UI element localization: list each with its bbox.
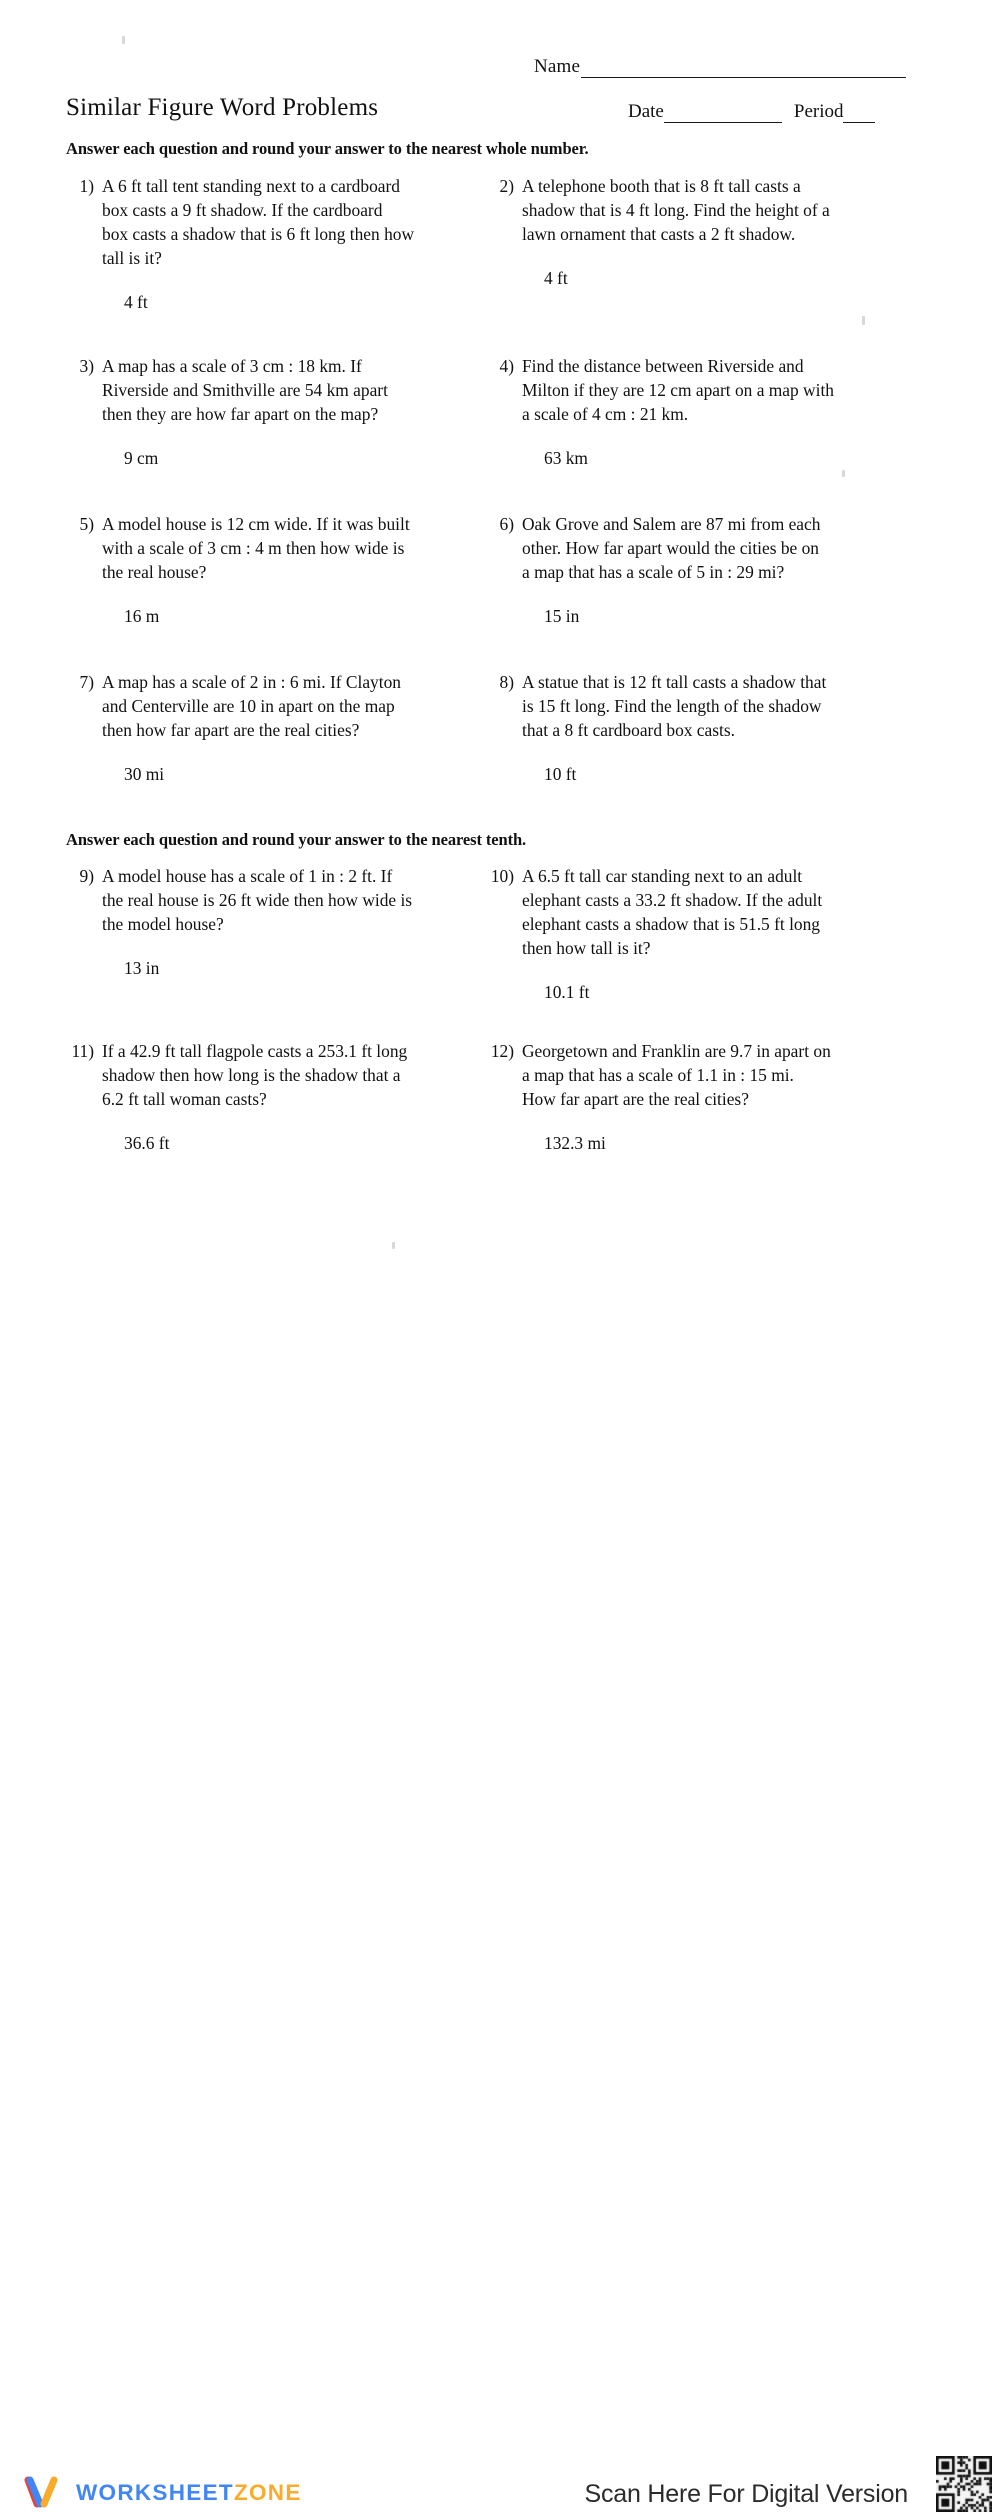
problem-text-line: elephant casts a shadow that is 51.5 ft long [522,914,820,935]
problem-body [102,1039,460,1155]
problem-text-line: Milton if they are 12 cm apart on a map with [522,380,834,401]
problem-answer: 36.6 ft [124,1133,170,1154]
problem-text-line: then how far apart are the real cities? [102,720,360,741]
problem-text-line: with a scale of 3 cm : 4 m then how wide is [102,538,405,559]
scan-speckle [122,36,125,44]
problem-body [522,512,880,628]
logo-w-mark-icon [24,2476,66,2510]
problem-body [522,670,880,786]
problem-item [480,354,880,470]
problem-text-line: that a 8 ft cardboard box casts. [522,720,735,741]
problem-text-line: box casts a shadow that is 6 ft long then how [102,224,415,245]
name-label: Name [534,56,581,77]
problem-body [102,864,460,980]
problem-number: 10) [490,866,514,886]
problem-text-line: other. How far apart would the cities be on [522,538,819,559]
problem-text-line: A telephone booth that is 8 ft tall casts a [522,176,801,196]
problem-item [480,670,880,786]
problem-number: 8) [499,672,514,692]
problem-text-line: a map that has a scale of 5 in : 29 mi? [522,562,785,583]
problem-body [522,1039,880,1155]
name-input-line[interactable] [581,64,906,78]
page-title: Similar Figure Word Problems [66,94,379,121]
date-label: Date [628,101,664,122]
period-input-line[interactable] [843,109,875,123]
date-input-line[interactable] [664,109,782,123]
problem-answer: 10.1 ft [544,982,590,1003]
problem-body [522,864,880,1004]
problem-text-line: A map has a scale of 2 in : 6 mi. If Clayton [102,672,401,692]
date-period-field-row [628,101,908,123]
problem-text-line: How far apart are the real cities? [522,1089,749,1110]
page-footer [0,1224,1000,2508]
problem-answer: 63 km [544,448,588,469]
problem-text-line: 6.2 ft tall woman casts? [102,1089,267,1110]
section-heading-tenth: Answer each question and round your answer to the nearest tenth. [66,830,527,849]
scan-prompt-text: Scan Here For Digital Version [584,2480,908,2508]
problem-text-line: A statue that is 12 ft tall casts a shadow that [522,672,827,692]
worksheet-zone-logo[interactable] [24,2476,302,2510]
qr-code-icon[interactable] [936,2456,992,2512]
problem-number: 2) [499,176,514,196]
problem-text-line: Georgetown and Franklin are 9.7 in apart on [522,1041,831,1061]
scan-speckle [842,470,845,477]
problem-answer: 16 m [124,606,160,627]
problem-body [102,354,460,470]
period-label: Period [793,101,844,122]
problem-text-line: A 6 ft tall tent standing next to a cardboard [102,176,400,196]
problem-item [480,864,880,1004]
problem-body [102,670,460,786]
problem-answer: 13 in [124,958,160,979]
name-field-row [534,56,906,78]
problem-text-line: A map has a scale of 3 cm : 18 km. If [102,356,362,376]
problem-text-line: then how tall is it? [522,938,651,959]
scan-speckle [862,316,865,325]
problem-number: 12) [490,1041,514,1061]
logo-word-worksheet: WORKSHEET [76,2480,234,2505]
problem-item [480,512,880,628]
problem-text-line: then they are how far apart on the map? [102,404,379,425]
problem-text-line: box casts a 9 ft shadow. If the cardboard [102,200,383,221]
problem-number: 1) [79,176,94,196]
logo-word-zone: ZONE [233,2480,302,2505]
problem-text-line: A 6.5 ft tall car standing next to an adult [522,866,803,886]
logo-wordmark [76,2480,302,2506]
problem-number: 6) [499,514,514,534]
problem-number: 5) [79,514,94,534]
problem-item [60,174,460,314]
problem-text-line: lawn ornament that casts a 2 ft shadow. [522,224,796,245]
problem-text-line: tall is it? [102,248,162,269]
problem-answer: 15 in [544,606,580,627]
problem-item [60,670,460,786]
problem-body [522,354,880,470]
problem-text-line: the model house? [102,914,224,935]
problem-number: 3) [79,356,94,376]
problem-item [480,1039,880,1155]
problem-body [102,174,460,314]
problem-text-line: and Centerville are 10 in apart on the map [102,696,395,717]
problem-number: 4) [499,356,514,376]
problem-text-line: the real house is 26 ft wide then how wide is [102,890,413,911]
problem-item [60,512,460,628]
problem-answer: 4 ft [544,268,568,289]
problem-text-line: Find the distance between Riverside and [522,356,804,376]
problem-body [102,512,460,628]
problem-answer: 30 mi [124,764,165,785]
problem-answer: 10 ft [544,764,577,785]
problem-text-line: the real house? [102,562,207,583]
problem-text-line: shadow then how long is the shadow that a [102,1065,401,1086]
problem-answer: 9 cm [124,448,159,469]
problem-text-line: Riverside and Smithville are 54 km apart [102,380,388,401]
problem-text-line: elephant casts a 33.2 ft shadow. If the adult [522,890,823,911]
problem-item [60,864,460,980]
problem-text-line: a scale of 4 cm : 21 km. [522,404,689,425]
problem-item [60,1039,460,1155]
section-heading-whole-number: Answer each question and round your answer to the nearest whole number. [66,139,589,158]
problem-text-line: shadow that is 4 ft long. Find the height of a [522,200,830,221]
problem-item [60,354,460,470]
problem-text-line: A model house is 12 cm wide. If it was built [102,514,410,534]
problem-item [480,174,880,290]
problem-body [522,174,880,290]
problem-number: 7) [79,672,94,692]
problem-answer: 132.3 mi [544,1133,606,1154]
problem-number: 9) [79,866,94,886]
problem-text-line: A model house has a scale of 1 in : 2 ft. If [102,866,393,886]
problem-text-line: If a 42.9 ft tall flagpole casts a 253.1 ft long [102,1041,408,1061]
problem-text-line: Oak Grove and Salem are 87 mi from each [522,514,821,534]
problem-text-line: a map that has a scale of 1.1 in : 15 mi. [522,1065,794,1086]
problem-text-line: is 15 ft long. Find the length of the shadow [522,696,822,717]
problem-answer: 4 ft [124,292,148,313]
problem-number: 11) [71,1041,94,1061]
